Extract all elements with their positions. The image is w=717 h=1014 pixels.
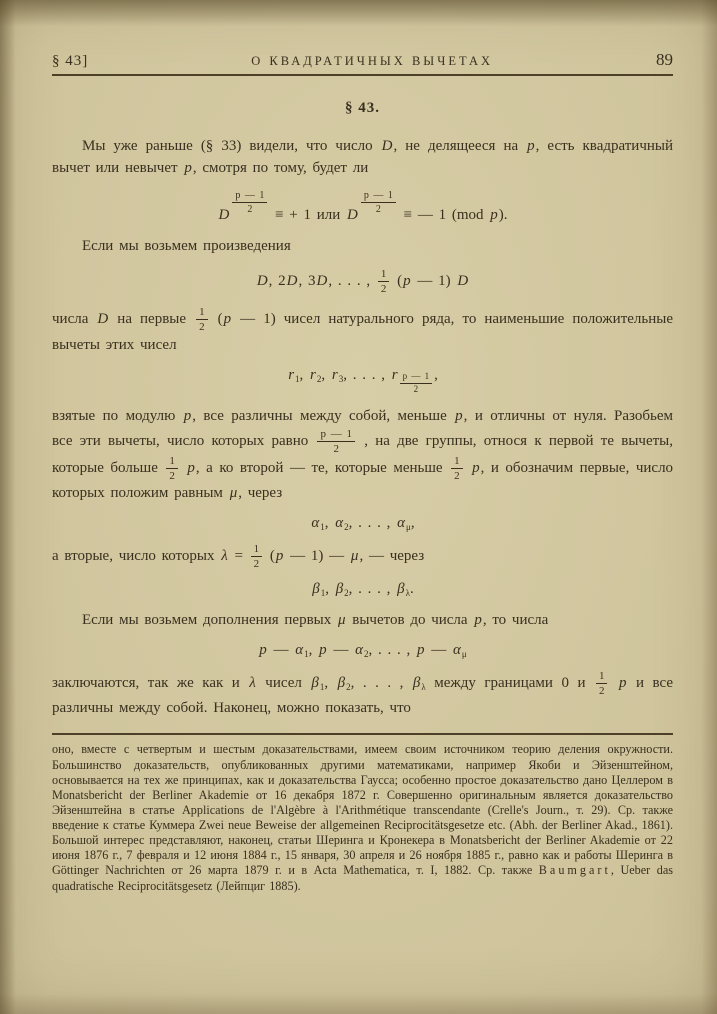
fraction-numerator: 1	[196, 306, 208, 320]
math-variable: α	[335, 514, 344, 531]
fraction-denominator: 2	[333, 442, 339, 455]
text-run: ).	[498, 207, 508, 224]
text-run: , есть квадратичный вычет или невычет	[52, 138, 674, 177]
text-run: (	[264, 547, 275, 564]
fraction-numerator: 1	[378, 268, 390, 282]
math-variable: p	[472, 459, 480, 476]
text-run: ,	[324, 514, 335, 531]
math-variable: α	[355, 642, 364, 659]
math-variable: α	[295, 642, 304, 659]
main-text	[52, 135, 673, 719]
fraction-numerator: 1	[251, 543, 263, 557]
math-variable: p	[490, 207, 498, 224]
math-variable: D	[347, 207, 358, 224]
text-run: (	[209, 311, 223, 328]
inline-fraction	[317, 428, 355, 455]
text-run: между границами 0 и	[425, 675, 594, 692]
inline-fraction	[166, 455, 178, 482]
header-page-number: 89	[656, 50, 673, 69]
paragraph	[52, 405, 673, 503]
subscript: 1	[320, 588, 326, 599]
math-variable: β	[412, 675, 421, 692]
display-formula	[52, 581, 673, 598]
text-run: .	[410, 581, 414, 598]
text-run: ,	[321, 366, 331, 383]
footnote-separator	[52, 733, 673, 735]
text-run: , а ко второй — те, которые меньше	[195, 459, 450, 476]
text-run: ,	[308, 642, 319, 659]
superscript-fraction	[361, 190, 396, 215]
fraction-denominator: 2	[199, 321, 205, 334]
fraction-numerator: p — 1	[400, 372, 433, 384]
display-formula	[52, 515, 673, 532]
header-running-title: О КВАДРАТИЧНЫХ ВЫЧЕТАХ	[251, 54, 494, 68]
display-formula	[52, 268, 673, 295]
fraction-denominator: 2	[253, 558, 260, 571]
text-run: ≡ — 1 (mod	[397, 207, 490, 224]
fraction-denominator: 2	[375, 204, 381, 216]
text-run: и все различны между собой. Наконец, можно показать, что	[52, 675, 674, 717]
text-run: — 1) —	[284, 547, 350, 564]
text-run: ,	[410, 514, 415, 531]
math-variable: r	[391, 366, 398, 383]
text-run: , не делящееся на	[393, 138, 527, 154]
text-run: ,	[325, 581, 335, 598]
math-variable: β	[312, 581, 320, 598]
paragraph	[52, 135, 673, 179]
inline-fraction	[378, 268, 390, 295]
text-run: , . . . ,	[328, 273, 376, 290]
paragraph	[52, 235, 673, 257]
subscript: μ	[406, 521, 411, 532]
math-variable: D	[316, 273, 328, 290]
text-run: , и отличны от нуля. Разобьем все эти вычеты, число которых равно	[52, 408, 674, 449]
text-run: Baumgart	[538, 863, 611, 878]
math-variable: p	[618, 675, 627, 692]
inline-fraction	[251, 543, 263, 570]
text-run: Если мы возьмем произведения	[82, 238, 291, 255]
subscript: 2	[346, 682, 351, 693]
math-variable: μ	[350, 547, 359, 564]
math-variable: D	[97, 311, 109, 328]
math-variable: β	[311, 675, 319, 692]
text-run: , . . . ,	[348, 514, 397, 531]
fraction-numerator: p — 1	[361, 190, 396, 203]
text-run: Если мы возьмем дополнения первых	[82, 612, 337, 629]
math-variable: r	[288, 366, 295, 383]
fraction-denominator: 2	[247, 204, 253, 216]
math-variable: p	[319, 642, 327, 659]
text-run: , через	[238, 484, 283, 501]
inline-fraction	[596, 670, 608, 697]
text-run: =	[228, 547, 249, 564]
subscript: μ	[461, 649, 467, 660]
text-run: , то числа	[482, 612, 549, 629]
text-run: — 1)	[411, 273, 457, 290]
math-variable: α	[311, 514, 320, 531]
text-run: взятые по модулю	[52, 408, 183, 425]
inline-fraction	[451, 455, 463, 482]
fraction-denominator: 2	[169, 469, 175, 482]
fraction-numerator: 1	[451, 455, 463, 469]
math-variable: λ	[221, 547, 228, 564]
subscript: 1	[295, 373, 300, 384]
math-variable: p	[417, 642, 425, 659]
text-run: , и обозначим первые, число которых положим равным	[52, 459, 674, 501]
math-variable: α	[397, 514, 406, 531]
text-run: заключаются, так же как и	[52, 675, 249, 692]
text-run: оно, вместе с четвертым и шестым доказательствами, имеем своим источником теорию деления окружности. Большинство доказательств, опубликованных другими математиками, например Якоби и Эйзенштейном, основывается на тех же принципах, как и доказательства Гаусса; особенно простое доказательство дано Целлером в Monatsbericht der Berliner Akademie от 16 декабря 1872 г. Совершенно оригинальным является доказательство Эйзенштейна в статье Applications de l'Algèbre à l'Arithmétique transcendante (Crelle's Journ., т. 29). Ср. также введение к статье Куммера Zwei neue Beweise der allgemeinen Reciprocitätsgesetze etc. (Abh. der Berliner Akad., 1861). Большой интерес представляют, наконец, статьи Шеринга и Кронекера в Monatsbericht der Berliner Akademie от 22 июня 1876 г., 7 февраля и 12 июня 1884 г., 15 января, 30 апреля и 26 ноября 1885 г., равно как и работы Шеринга в Göttinger Nachrichten от 26 марта 1879 г. и в Acta Mathematica, т. I, 1882. Ср. также	[52, 742, 673, 878]
subscript: 1	[319, 682, 325, 693]
math-variable: α	[453, 642, 461, 659]
math-variable: λ	[249, 675, 256, 692]
running-header	[52, 50, 673, 76]
text-run: на первые	[109, 311, 195, 328]
paragraph	[52, 306, 673, 355]
footnote-text	[52, 742, 673, 893]
math-variable: D	[381, 138, 393, 154]
fraction-numerator: 1	[166, 455, 178, 469]
text-run	[609, 675, 618, 691]
subscript: 2	[344, 521, 349, 532]
text-run: — 1) чисел натурального ряда, то наименьшие положительные вычеты этих чисел	[52, 311, 674, 353]
text-run: Мы уже раньше (§ 33) видели, что число	[82, 138, 381, 154]
paragraph	[52, 670, 673, 719]
math-variable: D	[256, 273, 268, 290]
math-variable: r	[310, 366, 316, 383]
math-variable: p	[223, 311, 232, 328]
text-run: —	[425, 642, 453, 659]
text-run: , . . . ,	[368, 642, 417, 659]
fraction-numerator: p — 1	[232, 190, 267, 203]
text-run: , . . . ,	[350, 675, 412, 692]
math-variable: p	[474, 612, 482, 629]
fraction-numerator: p — 1	[317, 428, 355, 442]
subscript: 1	[320, 521, 325, 532]
subscript: 2	[316, 373, 322, 384]
text-run: , на две группы, относя к первой те вычеты, которые больше	[52, 432, 673, 476]
text-run: , Ueber das quadratische Reciprocitätsgesetz (Лейпциг 1885).	[52, 863, 673, 893]
math-variable: β	[397, 581, 405, 598]
fraction-denominator: 2	[454, 469, 460, 482]
text-run: ,	[324, 675, 337, 692]
paragraph	[52, 609, 673, 631]
inline-fraction	[196, 306, 208, 333]
text-run: , . . . ,	[343, 366, 391, 383]
text-run: , все различны между собой, меньше	[192, 408, 455, 425]
subscript: 1	[304, 649, 309, 660]
subscript-fraction	[400, 372, 433, 395]
text-run: (	[391, 273, 403, 290]
text-run: числа	[52, 311, 97, 328]
math-variable: D	[286, 273, 298, 290]
text-run: ,	[299, 366, 310, 383]
text-run: вычетов до числа	[346, 612, 474, 629]
text-run: , . . . ,	[348, 581, 397, 598]
text-run: , смотря по тому, будет ли	[192, 160, 369, 177]
math-variable: D	[457, 273, 469, 290]
fraction-denominator: 2	[413, 383, 419, 394]
math-variable: β	[337, 675, 346, 692]
math-variable: p	[455, 408, 463, 425]
subscript: 2	[364, 649, 369, 660]
text-run: а вторые, число которых	[52, 547, 221, 564]
fraction-denominator: 2	[598, 685, 605, 698]
text-run: ≡ + 1 или	[269, 207, 347, 224]
text-run: чисел	[256, 675, 311, 692]
math-variable: p	[259, 642, 267, 659]
math-variable: r	[331, 366, 338, 383]
math-variable: p	[275, 547, 284, 564]
math-variable: β	[335, 581, 344, 598]
math-variable: D	[218, 207, 230, 224]
math-variable: p	[184, 160, 192, 177]
subscript: λ	[405, 588, 411, 599]
math-variable: p	[183, 408, 192, 425]
subscript: λ	[421, 682, 426, 693]
subscript: 2	[344, 588, 349, 599]
text-run: ,	[434, 366, 438, 383]
display-formula	[52, 190, 673, 224]
math-variable: p	[403, 273, 411, 290]
display-formula	[52, 642, 673, 659]
math-variable: μ	[337, 612, 346, 629]
section-heading: § 43.	[345, 100, 380, 116]
text-run: —	[327, 642, 355, 659]
superscript-fraction	[232, 190, 267, 215]
text-run: , 3	[298, 273, 316, 290]
fraction-numerator: 1	[596, 670, 608, 684]
header-section-marker: § 43]	[52, 53, 89, 69]
math-variable: μ	[229, 484, 238, 501]
text-run: , 2	[268, 273, 286, 290]
text-run: —	[267, 642, 295, 659]
display-formula	[52, 367, 673, 395]
fraction-denominator: 2	[380, 283, 387, 296]
text-run: , — через	[359, 547, 425, 564]
math-variable: p	[187, 459, 195, 476]
math-variable: p	[527, 138, 535, 154]
subscript: 3	[338, 373, 344, 384]
paragraph	[52, 543, 673, 570]
